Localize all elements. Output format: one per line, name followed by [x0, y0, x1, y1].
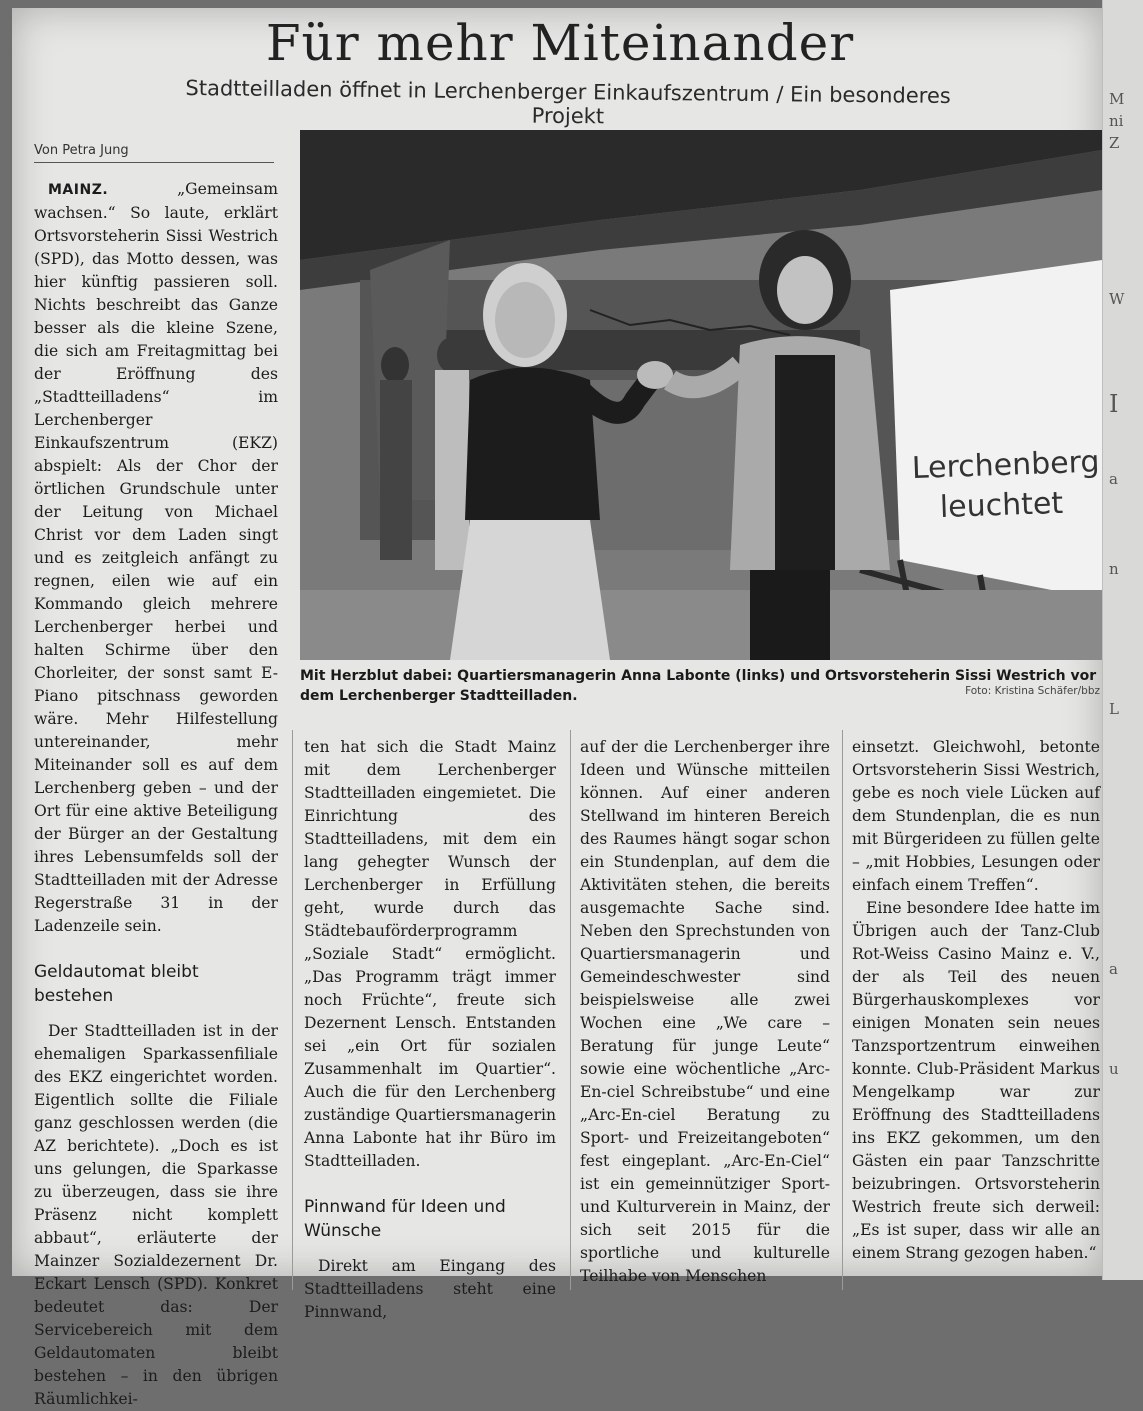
subheadline: Stadtteilladen öffnet in Lerchenberger Einkaufszentrum / Ein besonderes Projekt — [185, 75, 951, 129]
column-divider — [842, 730, 843, 1290]
subhead-pinnwand: Pinnwand für Ideen und Wünsche — [304, 1197, 506, 1241]
lead-paragraph — [34, 178, 278, 938]
column-divider — [292, 730, 293, 1290]
paragraph: Der Stadtteilladen ist in der ehemaligen Sparkassenfiliale des EKZ eingerichtet worden. Eigentlich sollte die Filiale ganz geschlossen werden (die AZ berichtete). „Doch es ist uns gelungen, die Sparkasse zu überzeugen, dass sie ihre Präsenz nicht komplett abbaut“, erläuterte der Mainzer Sozialdezernent Dr. Eckart Lensch (SPD). Konkret bedeutet das: Der Servicebereich mit dem Geldautomaten bleibt bestehen – in den übrigen Räumlichkei- — [34, 1022, 278, 1408]
dateline: MAINZ. — [48, 182, 109, 198]
byline: Von Petra Jung — [34, 143, 274, 163]
column-1 — [34, 178, 278, 1411]
article-photo — [300, 130, 1102, 660]
column-2 — [304, 736, 556, 1324]
column-divider — [570, 730, 571, 1290]
paragraph: Eine besondere Idee hatte im Übrigen auch der Tanz-Club Rot-Weiss Casino Mainz e. V., der als Teil des neuen Bürgerhauskomplexes vor einigen Monaten sein neues Tanzsportzentrum einweihen konnte. Club-Präsident Markus Mengelkamp war zur Eröffnung des Stadtteilladens ins EKZ gekommen, um den Gästen ein paar Tanzschritte beizubringen. Ortsvorsteherin Westrich freute sich derweil: „Es ist super, dass wir alle an einem Strang gezogen haben.“ — [852, 899, 1100, 1262]
paragraph: Direkt am Eingang des Stadtteilladens steht eine Pinnwand, — [304, 1257, 556, 1321]
photo-caption: Mit Herzblut dabei: Quartiersmanagerin Anna Labonte (links) und Ortsvorsteherin Sissi Westrich vor dem Lerchenberger Stadtteilladen. — [300, 668, 1097, 704]
paragraph: auf der die Lerchenberger ihre Ideen und Wünsche mitteilen können. Auf einer anderen Stellwand im hinteren Bereich des Raumes hängt sogar schon ein Stundenplan, auf dem die Aktivitäten stehen, die bereits ausgemachte Sache sind. Neben den Sprechstunden von Quartiersmanagerin und Gemeindeschwester sind beispielsweise alle zwei Wochen eine „We care – Beratung für junge Leute“ sowie eine wöchentliche „Arc-En-ciel Schreibstube“ und eine „Arc-En-ciel Beratung zu Sport- und Freizeitangeboten“ fest eingeplant. „Arc-En-Ciel“ ist ein gemeinnütziger Sport- und Kulturverein in Mainz, der sich seit 2015 für die sportliche und kulturelle Teilhabe von Menschen — [580, 738, 830, 1285]
sign-text-line2: leuchtet — [939, 485, 1064, 526]
paragraph: einsetzt. Gleichwohl, betonte Ortsvorsteherin Sissi Westrich, gebe es noch viele Lücken auf dem Stundenplan, die es nun mit Bürgerideen zu füllen gelte – „mit Hobbies, Lesungen oder einfach einem Treffen“. — [852, 738, 1100, 894]
adjacent-article-fragment: M ni Z W I a n L a u — [1102, 0, 1143, 1280]
column-3 — [580, 736, 830, 1288]
sign-text-line1: Lerchenberg — [911, 444, 1101, 487]
lead-text: „Gemeinsam wachsen.“ So laute, erklärt Ortsvorsteherin Sissi Westrich (SPD), das Motto dessen, was hier künftig passieren soll. Nichts beschreibt das Ganze besser als die kleine Szene, die sich am Freitagmittag bei der Eröffnung des „Stadtteilladens“ im Lerchenberger Einkaufszentrum (EKZ) abspielt: Als der Chor der örtlichen Grundschule unter der Leitung von Michael Christ vor dem Laden singt und es zeitgleich anfängt zu regnen, eilen wie auf ein Kommando gleich mehrere Lerchenberger herbei und halten Schirme über den Chorleiter, der sonst samt E-Piano pitschnass geworden wäre. Mehr Hilfestellung untereinander, mehr Miteinander soll es auf dem Lerchenberg geben – und der Ort für eine aktive Beteiligung der Bürger an der Gestaltung ihres Lebensumfelds soll der Stadtteilladen mit der Adresse Regerstraße 31 in der Ladenzeile sein. — [34, 180, 278, 935]
paragraph: ten hat sich die Stadt Mainz mit dem Lerchenberger Stadtteilladen eingemietet. Die Einrichtung des Stadtteilladens, mit dem ein lang gehegter Wunsch der Lerchenberger in Erfüllung geht, wurde durch das Städtebauförderprogramm „Soziale Stadt“ ermöglicht. „Das Programm trägt immer noch Früchte“, freute sich Dezernent Lensch. Entstanden sei „ein Ort für sozialen Zusammenhalt im Quartier“. Auch die für den Lerchenberg zuständige Quartiersmanagerin Anna Labonte hat ihr Büro im Stadtteilladen. — [304, 738, 556, 1170]
subhead-geldautomat: Geldautomat bleibt bestehen — [34, 962, 199, 1006]
column-4 — [852, 736, 1100, 1265]
photo-credit: Foto: Kristina Schäfer/bbz — [965, 685, 1100, 697]
photo-illustration — [300, 130, 1102, 660]
headline: Für mehr Miteinander — [265, 14, 855, 72]
